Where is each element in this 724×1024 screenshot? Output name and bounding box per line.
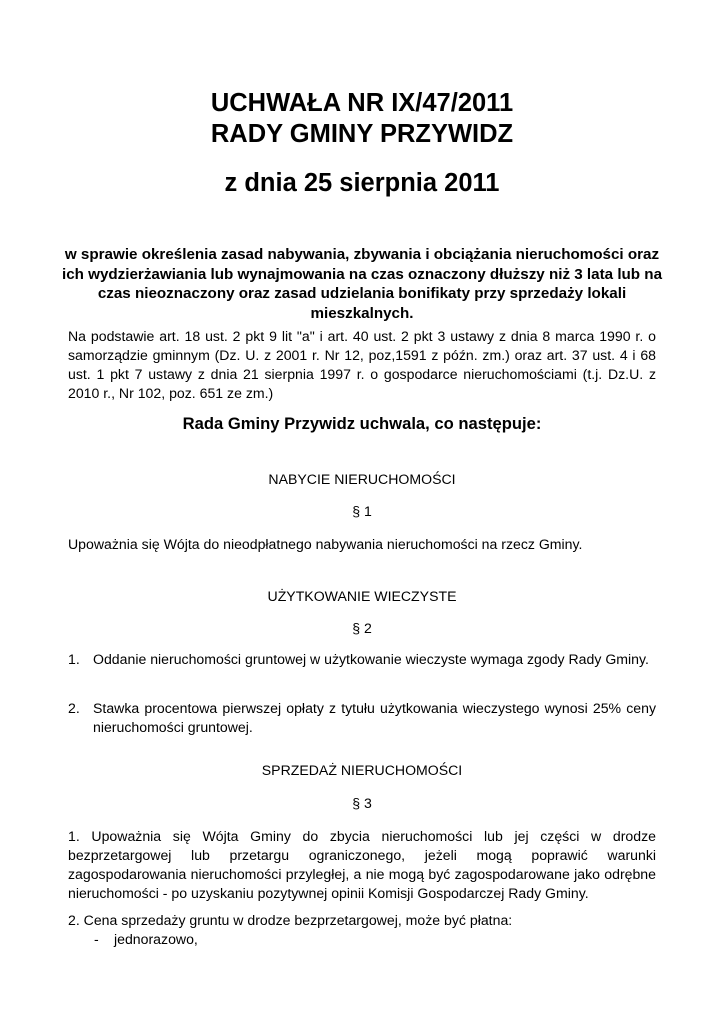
paragraph-sign-1: § 1 (352, 503, 372, 519)
list-item (68, 699, 656, 737)
list-item-text: Stawka procentowa pierwszej opłaty z tytułu użytkowania wieczystego wynosi 25% ceny nieruchomości gruntowej. (93, 700, 656, 735)
section-heading-sale: SPRZEDAŻ NIERUCHOMOŚCI (261, 762, 463, 778)
section3-point2: 2. Cena sprzedaży gruntu w drodze bezprzetargowej, może być płatna: (68, 912, 513, 928)
resolution-date: z dnia 25 sierpnia 2011 (224, 169, 500, 197)
council-resolves: Rada Gminy Przywidz uchwala, co następuje: (182, 414, 542, 433)
list-item-number: 1. (68, 651, 80, 667)
council-name: RADY GMINY PRZYWIDZ (210, 120, 514, 148)
section1-text: Upoważnia się Wójta do nieodpłatnego nabywania nieruchomości na rzecz Gminy. (68, 536, 583, 552)
list-item-text: Oddanie nieruchomości gruntowej w użytkowanie wieczyste wymaga zgody Rady Gminy. (93, 651, 649, 667)
section-heading-acquisition: NABYCIE NIERUCHOMOŚCI (268, 471, 456, 487)
legal-basis: Na podstawie art. 18 ust. 2 pkt 9 lit "a" i art. 40 ust. 2 pkt 3 ustawy z dnia 8 marca 1990 r. o samorządzie gminnym (Dz. U. z 2001 r. Nr 12, poz,1591 z późn. zm.) oraz art. 37 ust. 4 i 68 ust. 1 pkt 7 ustawy z dnia 21 sierpnia 1997 r. o gospodarce nieruchomościami (t.j. Dz.U. z 2010 r., Nr 102, poz. 651 ze zm.) (68, 328, 656, 401)
bullet-item (94, 930, 198, 949)
paragraph-sign-2: § 2 (352, 620, 372, 636)
list-item-number: 2. (68, 700, 80, 716)
bullet-dash: - (94, 931, 99, 947)
section3-point1: 1. Upoważnia się Wójta Gminy do zbycia nieruchomości lub jej części w drodze bezprzetargowej lub przetargu ograniczonego, jeżeli mogą poprawić warunki zagospodarowania nieruchomości przyległej, a nie mogą być zagospodarowane jako odrębne nieruchomości - po uzyskaniu pozytywnej opinii Komisji Gospodarczej Rady Gminy. (68, 828, 656, 901)
bullet-text: jednorazowo, (114, 931, 198, 947)
section-heading-perpetual-usufruct: UŻYTKOWANIE WIECZYSTE (267, 588, 457, 604)
resolution-subject: w sprawie określenia zasad nabywania, zbywania i obciążania nieruchomości oraz ich wydzierżawiania lub wynajmowania na czas oznaczony dłuższy niż 3 lata lub na czas nieoznaczony oraz zasad udzielania bonifikaty przy sprzedaży lokali mieszkalnych. (61, 246, 663, 322)
list-item (68, 650, 656, 669)
paragraph-sign-3: § 3 (352, 795, 372, 811)
resolution-number: UCHWAŁA NR IX/47/2011 (210, 89, 514, 117)
